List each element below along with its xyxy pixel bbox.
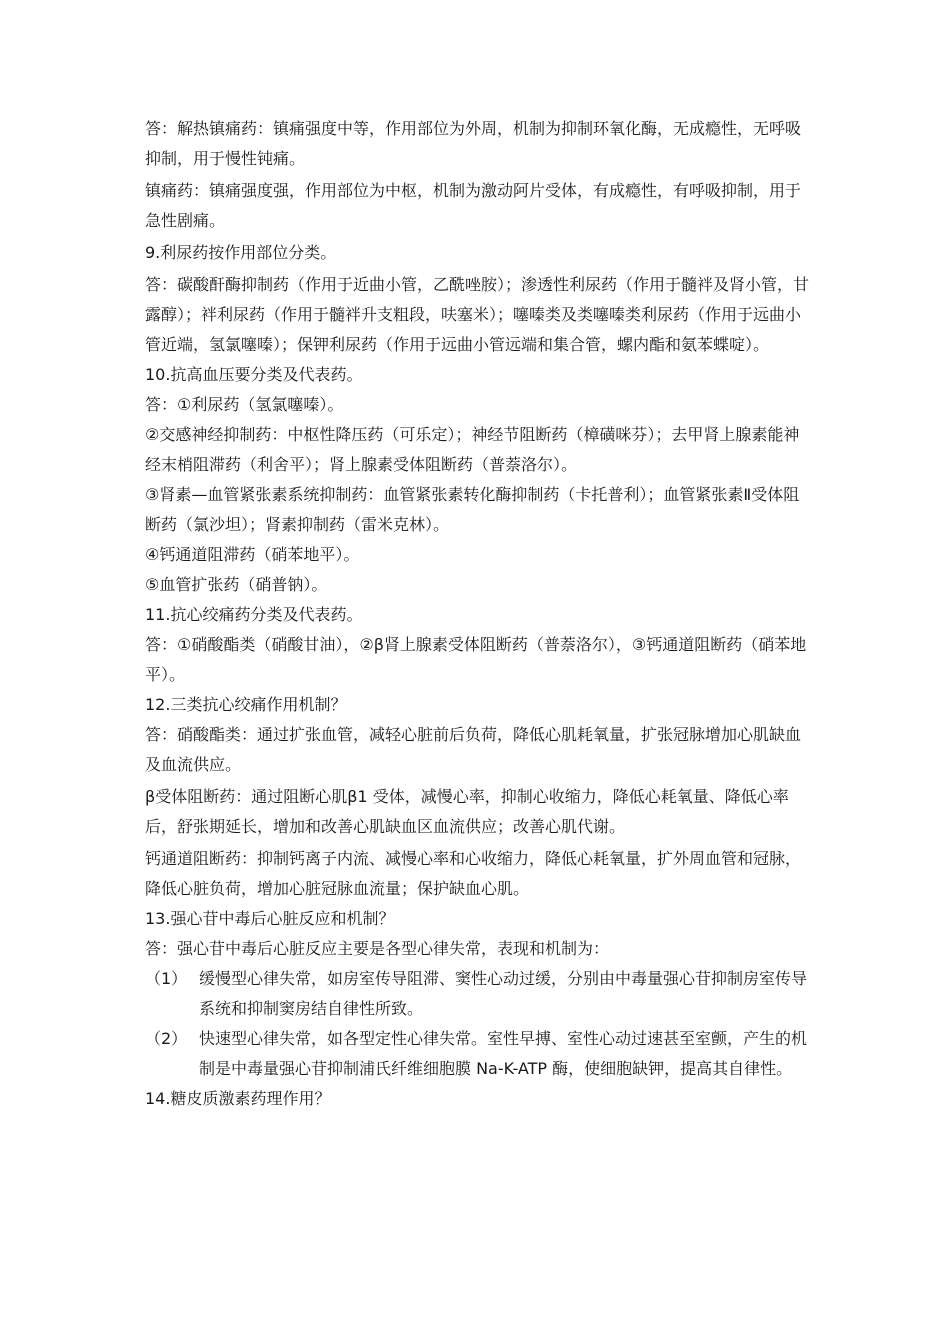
answer-11: 答：①硝酸酯类（硝酸甘油），②β肾上腺素受体阻断药（普萘洛尔），③钙通道阻断药（硝苯地平）。: [145, 635, 807, 684]
list-item-number: （1）: [145, 969, 188, 988]
answer-12-calcium-blockers: 钙通道阻断药：抑制钙离子内流、减慢心率和心收缩力，降低心耗氧量，扩外周血管和冠脉，降低心脏负荷，增加心脏冠脉血流量；保护缺血心肌。: [145, 849, 802, 898]
paragraph-analgesic: 镇痛药：镇痛强度强，作用部位为中枢，机制为激动阿片受体，有成瘾性，有呼吸抑制，用于急性剧痛。: [145, 181, 802, 230]
question-12: 12.三类抗心绞痛作用机制？: [145, 695, 347, 714]
answer-10-item-5: ⑤血管扩张药（硝普钠）。: [145, 575, 328, 594]
document-page: [145, 114, 810, 1114]
answer-10-item-1: 答：①利尿药（氢氯噻嗪）。: [145, 395, 344, 414]
answer-12-nitrates: 答：硝酸酯类：通过扩张血管，减轻心脏前后负荷，降低心肌耗氧量，扩张冠脉增加心肌缺血及血流供应。: [145, 725, 802, 774]
list-item-text: 快速型心律失常，如各型定性心律失常。室性早搏、室性心动过速甚至室颤，产生的机制是中毒量强心苷抑制浦氏纤维细胞膜 Na-K-ATP 酶，使细胞缺钾，提高其自律性。: [199, 1029, 808, 1078]
answer-9: 答：碳酸酐酶抑制药（作用于近曲小管，乙酰唑胺）；渗透性利尿药（作用于髓袢及肾小管，甘露醇）；袢利尿药（作用于髓袢升支粗段，呋塞米）；噻嗪类及类噻嗪类利尿药（作用于远曲小管近端，氢氯噻嗪）；保钾利尿药（作用于远曲小管远端和集合管，螺内酯和氨苯蝶啶）。: [145, 275, 810, 354]
question-13: 13.强心苷中毒后心脏反应和机制？: [145, 909, 395, 928]
answer-13-intro: 答：强心苷中毒后心脏反应主要是各型心律失常，表现和机制为：: [145, 939, 610, 958]
paragraph-analgesic-antipyretic: 答：解热镇痛药：镇痛强度中等，作用部位为外周，机制为抑制环氧化酶，无成瘾性，无呼吸抑制，用于慢性钝痛。: [145, 119, 802, 168]
question-11: 11.抗心绞痛药分类及代表药。: [145, 605, 363, 624]
question-9: 9.利尿药按作用部位分类。: [145, 243, 337, 262]
answer-10-item-2: ②交感神经抑制药：中枢性降压药（可乐定）；神经节阻断药（樟磺咪芬）；去甲肾上腺素能神经末梢阻滞药（利舍平）；肾上腺素受体阻断药（普萘洛尔）。: [145, 425, 800, 474]
answer-12-beta-blockers: β受体阻断药：通过阻断心肌β1 受体，减慢心率，抑制心收缩力，降低心耗氧量、降低心率后，舒张期延长，增加和改善心肌缺血区血流供应；改善心肌代谢。: [145, 787, 789, 836]
answer-10-item-3: ③肾素—血管紧张素系统抑制药：血管紧张素转化酶抑制药（卡托普利）；血管紧张素Ⅱ受体阻断药（氯沙坦）；肾素抑制药（雷米克林）。: [145, 485, 800, 534]
answer-13-list-item-2: [145, 1024, 810, 1084]
question-14: 14.糖皮质激素药理作用？: [145, 1089, 331, 1108]
question-10: 10.抗高血压要分类及代表药。: [145, 365, 363, 384]
list-item-text: 缓慢型心律失常，如房室传导阻滞、窦性心动过缓，分别由中毒量强心苷抑制房室传导系统和抑制窦房结自律性所致。: [199, 969, 808, 1018]
list-item-number: （2）: [145, 1029, 188, 1048]
answer-13-list-item-1: [145, 964, 810, 1024]
answer-10-item-4: ④钙通道阻滞药（硝苯地平）。: [145, 545, 360, 564]
